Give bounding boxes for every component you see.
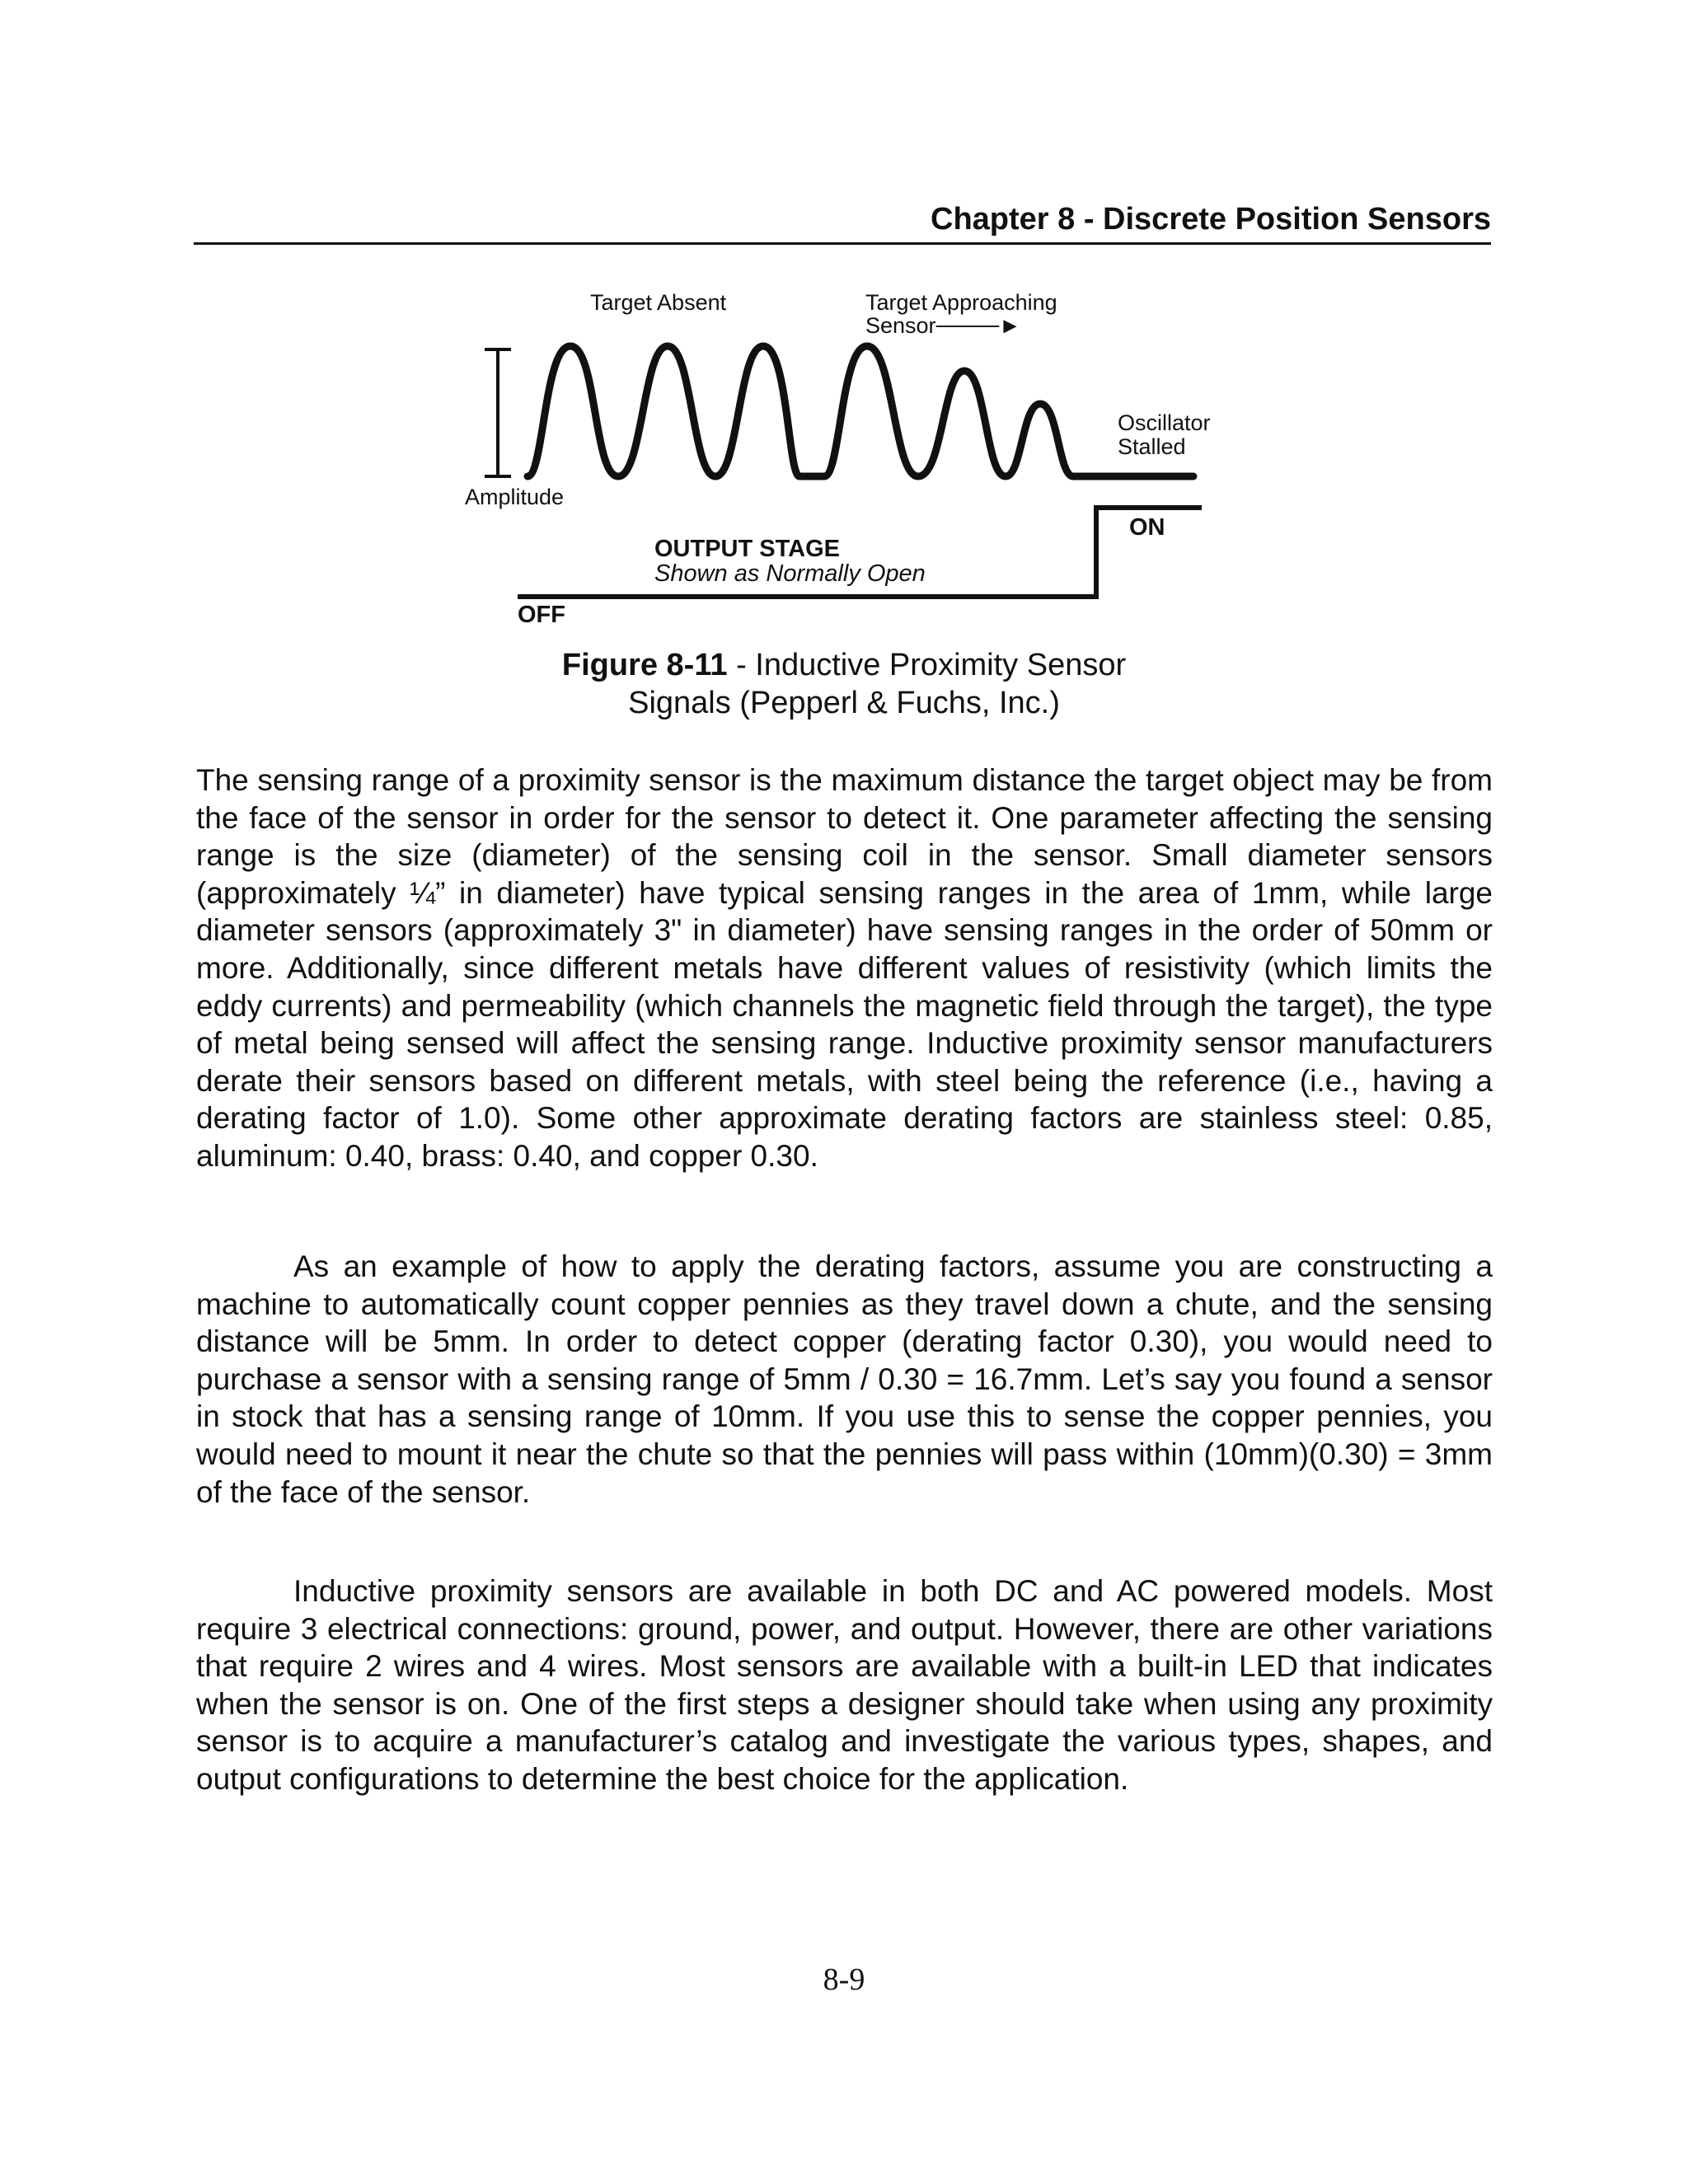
caption-text: - Inductive Proximity Sensor xyxy=(727,648,1127,682)
target-absent-label: Target Absent xyxy=(590,290,727,315)
page-number: 8-9 xyxy=(823,1962,865,1997)
amplitude-label: Amplitude xyxy=(465,485,565,509)
paragraph-2: As an example of how to apply the derating factors, assume you are constructing a machine to automatically count copper pennies as they travel down a chute, and the sensing distance will be 5mm. In order to detect copper (derating factor 0.30), you would need to purchase a sensor with a sensing range of 5mm / 0.30 = 16.7mm. Let’s say you found a sensor in stock that has a sensing range of 10mm. If you use this to sense the copper pennies, you would need to mount it near the chute so that the pennies will pass within (10mm)(0.30) = 3mm of the face of the sensor. xyxy=(196,1249,1493,1509)
oscillator-label: Oscillator xyxy=(1118,410,1211,435)
paragraph-1: The sensing range of a proximity sensor is the maximum distance the target object may be from the face of the sensor in order for the sensor to detect it. One parameter affecting the sensing range is the size (diameter) of the sensing coil in the sensor. Small diameter sensors (approximately ¼” in diameter) have typical sensing ranges in the area of 1mm, while large diameter sensors (approximately 3" in diameter) have sensing ranges in the order of 50mm or more. Additionally, since different metals have different values of resistivity (which limits the eddy currents) and permeability (which channels the magnetic field through the target), the type of metal being sensed will affect the sensing range. Inductive proximity sensor manufacturers derate their sensors based on different metals, with steel being the reference (i.e., having a derating factor of 1.0). Some other approximate derating factors are stainless steel: 0.85, aluminum: 0.40, brass: 0.40, and copper 0.30. xyxy=(196,763,1493,1173)
on-label: ON xyxy=(1129,514,1165,541)
chapter-title: Chapter 8 - Discrete Position Sensors xyxy=(931,202,1491,237)
figure-8-11 xyxy=(0,0,1688,659)
figure-number: Figure 8-11 xyxy=(561,648,728,682)
target-approaching-label: Target Approaching xyxy=(865,290,1057,315)
normally-open-label: Shown as Normally Open xyxy=(654,560,926,587)
oscillator-waveform xyxy=(528,346,1193,476)
caption-line-1 xyxy=(0,646,1688,684)
output-stage-label: OUTPUT STAGE xyxy=(654,536,841,562)
off-label: OFF xyxy=(518,602,565,628)
amplitude-indicator xyxy=(485,349,511,476)
sensor-label xyxy=(865,313,1021,338)
caption-line-2: Signals (Pepperl & Fuchs, Inc.) xyxy=(628,686,1060,720)
sensor-text: Sensor xyxy=(865,313,936,338)
paragraph-3: Inductive proximity sensors are available in both DC and AC powered models. Most require 3 electrical connections: ground, power, and output. However, there are other variations that require 2 wires and 4 wires. Most sensors are available with a built-in LED that indicates when the sensor is on. One of the first steps a designer should take when using any proximity sensor is to acquire a manufacturer’s catalog and investigate the various types, shapes, and output configurations to determine the best choice for the application. xyxy=(196,1574,1493,1796)
arrow-right-icon: ────► xyxy=(935,313,1021,338)
figure-caption xyxy=(0,646,1688,722)
stalled-label: Stalled xyxy=(1118,434,1186,459)
